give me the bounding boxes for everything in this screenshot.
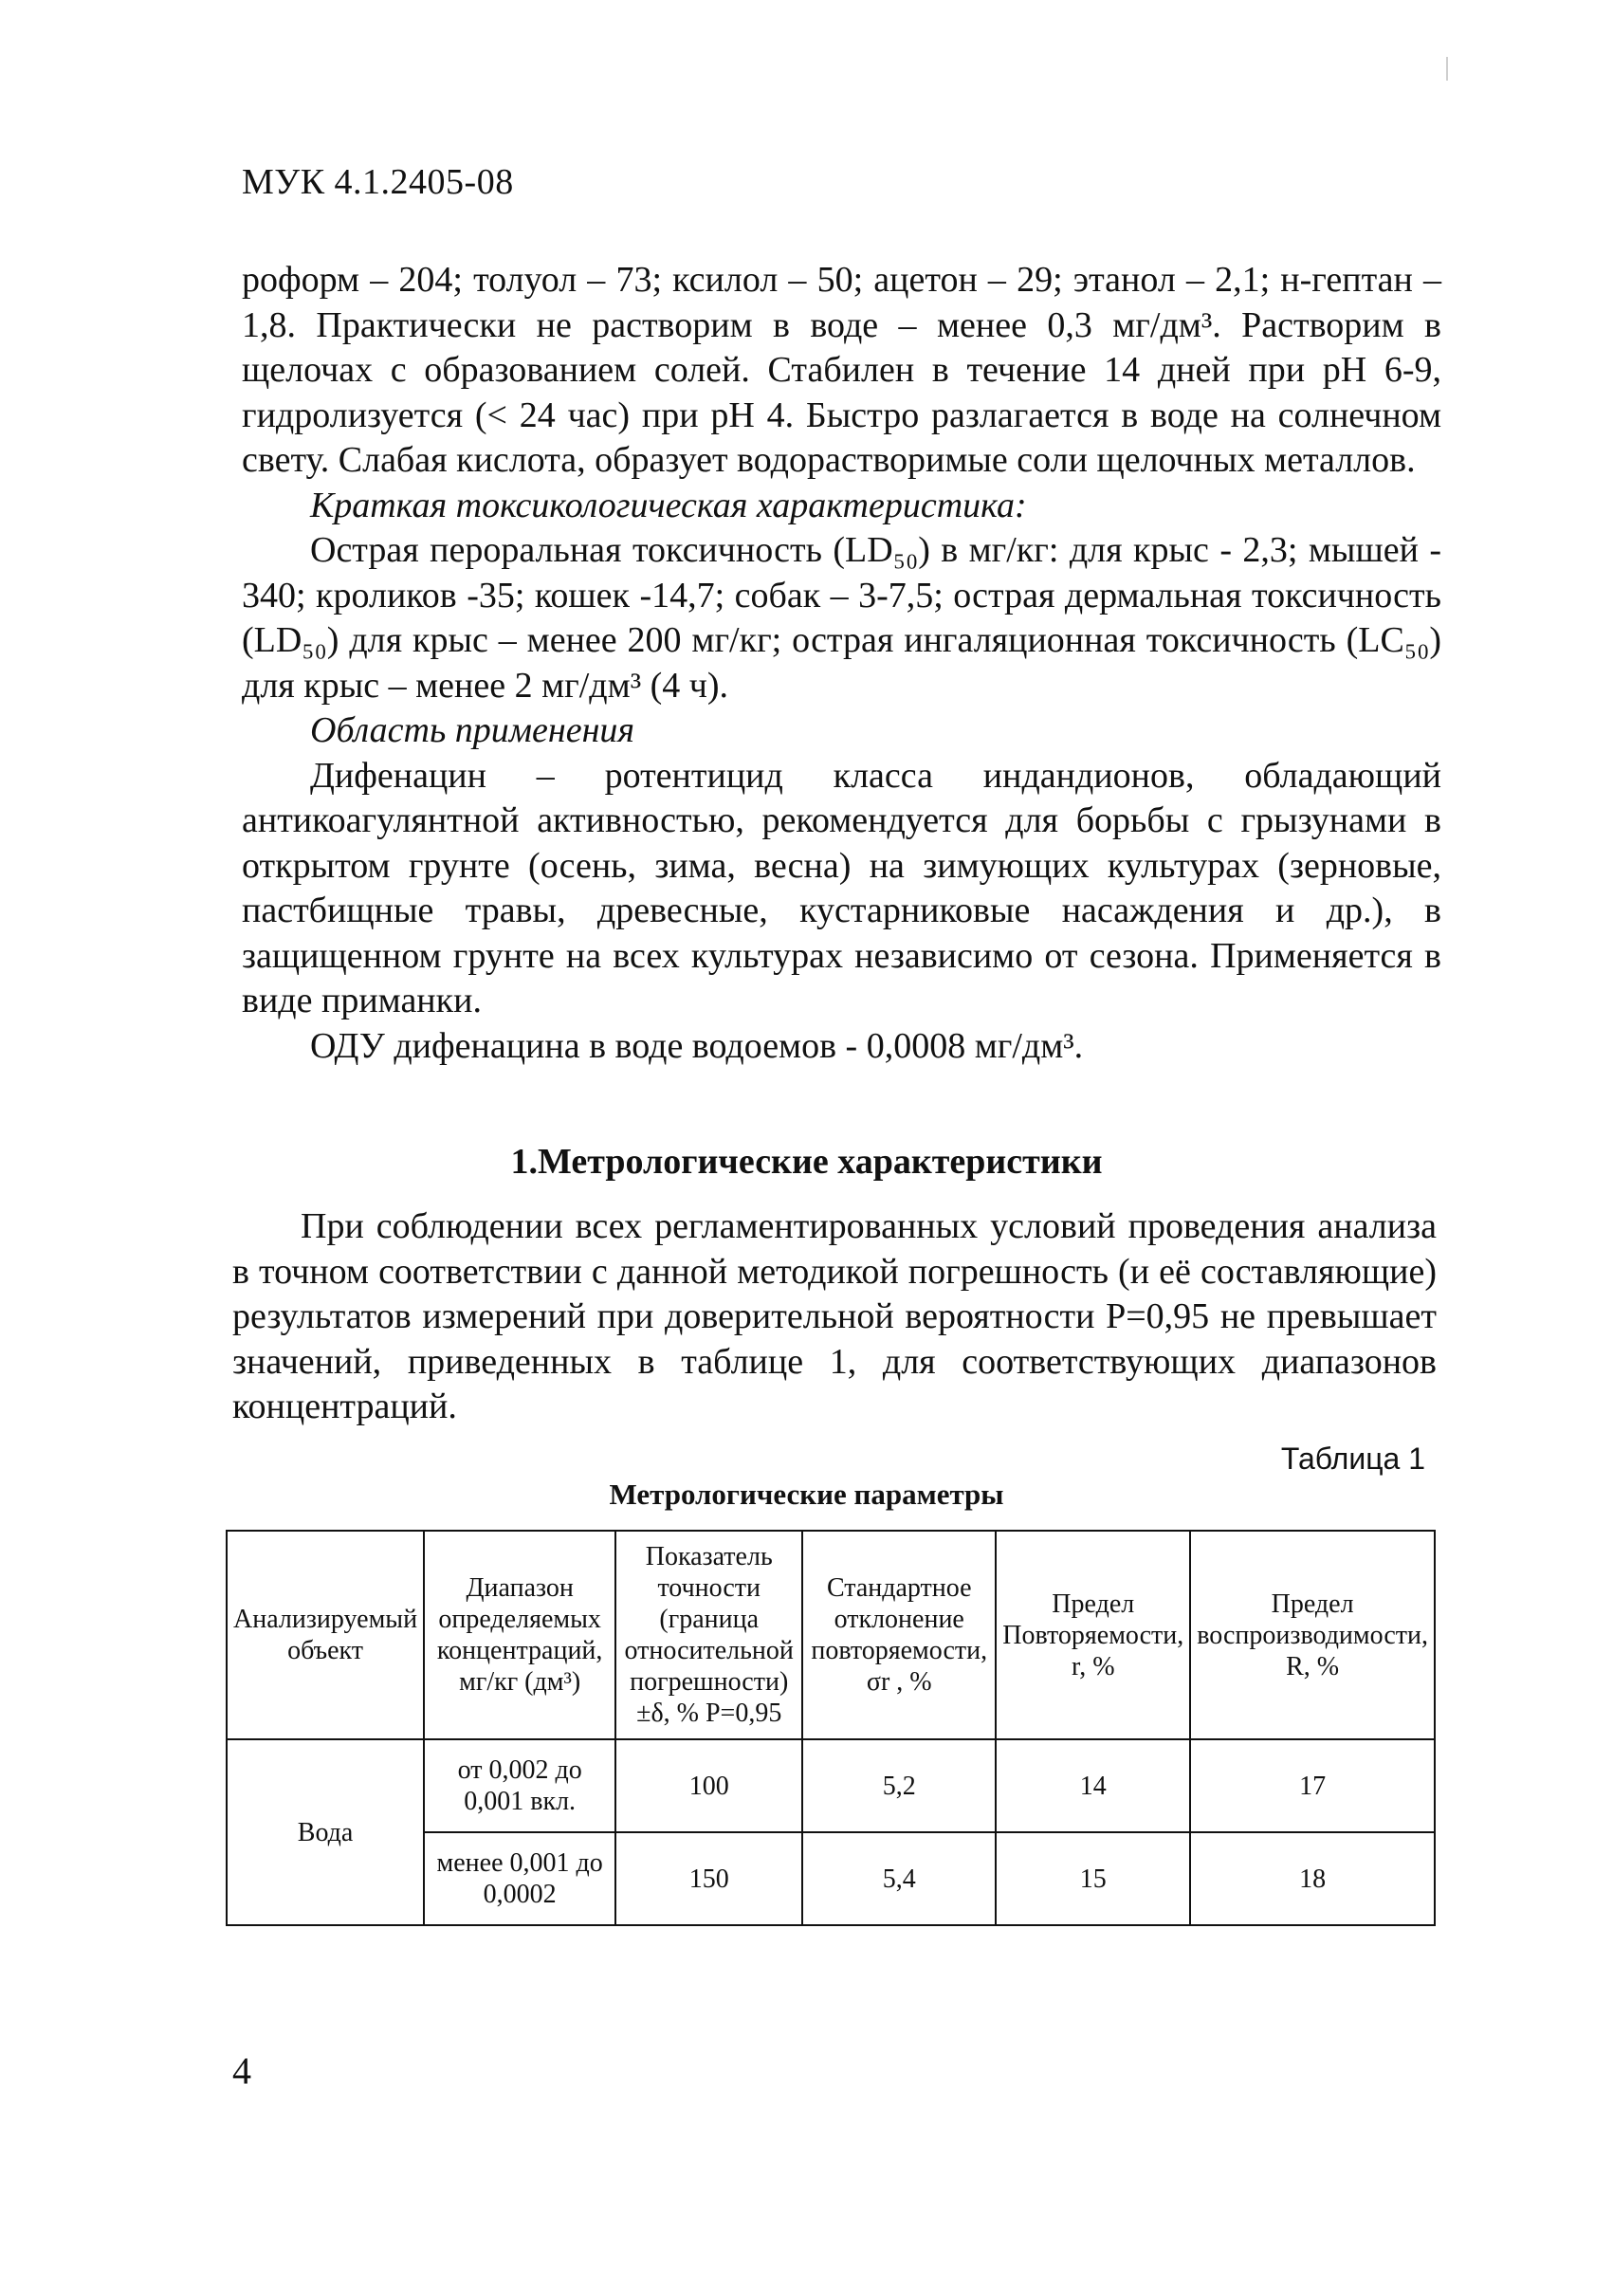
- std-cell: 5,2: [802, 1739, 996, 1832]
- tox-text: Острая пероральная токсичность (LD₅₀) в мг/кг: для крыс - 2,3; мышей - 340; кроликов -35; кошек -14,7; собак – 3-7,5; острая дермальная токсичность (LD₅₀) для крыс – менее 200 мг/кг; острая ингаляционная токсичность (LC₅₀) для крыс – менее 2 мг/дм³ (4 ч).: [242, 530, 1441, 706]
- document-code-header: МУК 4.1.2405-08: [242, 162, 514, 202]
- section-text: [232, 1204, 1437, 1430]
- range-cell: от 0,002 до 0,001 вкл.: [424, 1739, 615, 1832]
- paragraph-solubility: роформ – 204; толуол – 73; ксилол – 50; ацетон – 29; этанол – 2,1; н-гептан – 1,8. Практически не растворим в воде – менее 0,3 мг/дм³. Растворим в щелочах с образованием солей. Стабилен в течение 14 дней при рН 6-9, гидролизуется (< 24 час) при рН 4. Быстро разлагается в воде на солнечном свету. Слабая кислота, образует водорастворимые соли щелочных металлов.: [242, 260, 1441, 480]
- std-cell: 5,4: [802, 1832, 996, 1925]
- accuracy-cell: 150: [615, 1832, 802, 1925]
- accuracy-cell: 100: [615, 1739, 802, 1832]
- use-text: Дифенацин – ротентицид класса индандионов, обладающий антикоагулянтной активностью, рекомендуется для борьбы с грызунами в открытом грунте (осень, зима, весна) на зимующих культурах (зерновые, пастбищные травы, древесные, кустарниковые насаждения и др.), в защищенном грунте на всех культурах независимо от сезона. Применяется в виде приманки.: [242, 755, 1441, 1020]
- table-label: Таблица 1: [1280, 1442, 1425, 1476]
- tox-heading: Краткая токсикологическая характеристика:: [310, 485, 1027, 525]
- header-reproducibility: Предел воспроизводимости, R, %: [1190, 1531, 1435, 1739]
- scan-mark: [1446, 57, 1448, 81]
- use-heading: Область применения: [310, 710, 635, 750]
- table-row: [227, 1739, 1435, 1832]
- table-title: Метрологические параметры: [609, 1478, 1004, 1511]
- r-cell: 15: [996, 1832, 1190, 1925]
- header-range: Диапазон определяемых концентраций, мг/кг (дм³): [424, 1531, 615, 1739]
- section-title: 1.Метрологические характеристики: [510, 1142, 1103, 1182]
- section-paragraph: При соблюдении всех регламентированных условий проведения анализа в точном соответствии с данной методикой погрешность (и её составляющие) результатов измерений при доверительной вероятности Р=0,95 не превышает значений, приведенных в таблице 1, для соответствующих диапазонов концентраций.: [232, 1206, 1437, 1426]
- r-cell: 14: [996, 1739, 1190, 1832]
- R-cell: 18: [1190, 1832, 1435, 1925]
- range-cell: менее 0,001 до 0,0002: [424, 1832, 615, 1925]
- body-text: [242, 258, 1441, 1069]
- header-accuracy: Показатель точности (граница относительной погрешности) ±δ, % Р=0,95: [615, 1531, 802, 1739]
- table-header-row: [227, 1531, 1435, 1739]
- header-std: Стандартное отклонение повторяемости, σr , %: [802, 1531, 996, 1739]
- R-cell: 17: [1190, 1739, 1435, 1832]
- header-repeatability: Предел Повторяемости, r, %: [996, 1531, 1190, 1739]
- header-object: Анализируемый объект: [227, 1531, 424, 1739]
- object-cell: Вода: [227, 1739, 424, 1925]
- odu-text: ОДУ дифенацина в воде водоемов - 0,0008 мг/дм³.: [310, 1025, 1084, 1066]
- page-number: 4: [232, 2049, 251, 2092]
- metrology-table: [226, 1530, 1436, 1926]
